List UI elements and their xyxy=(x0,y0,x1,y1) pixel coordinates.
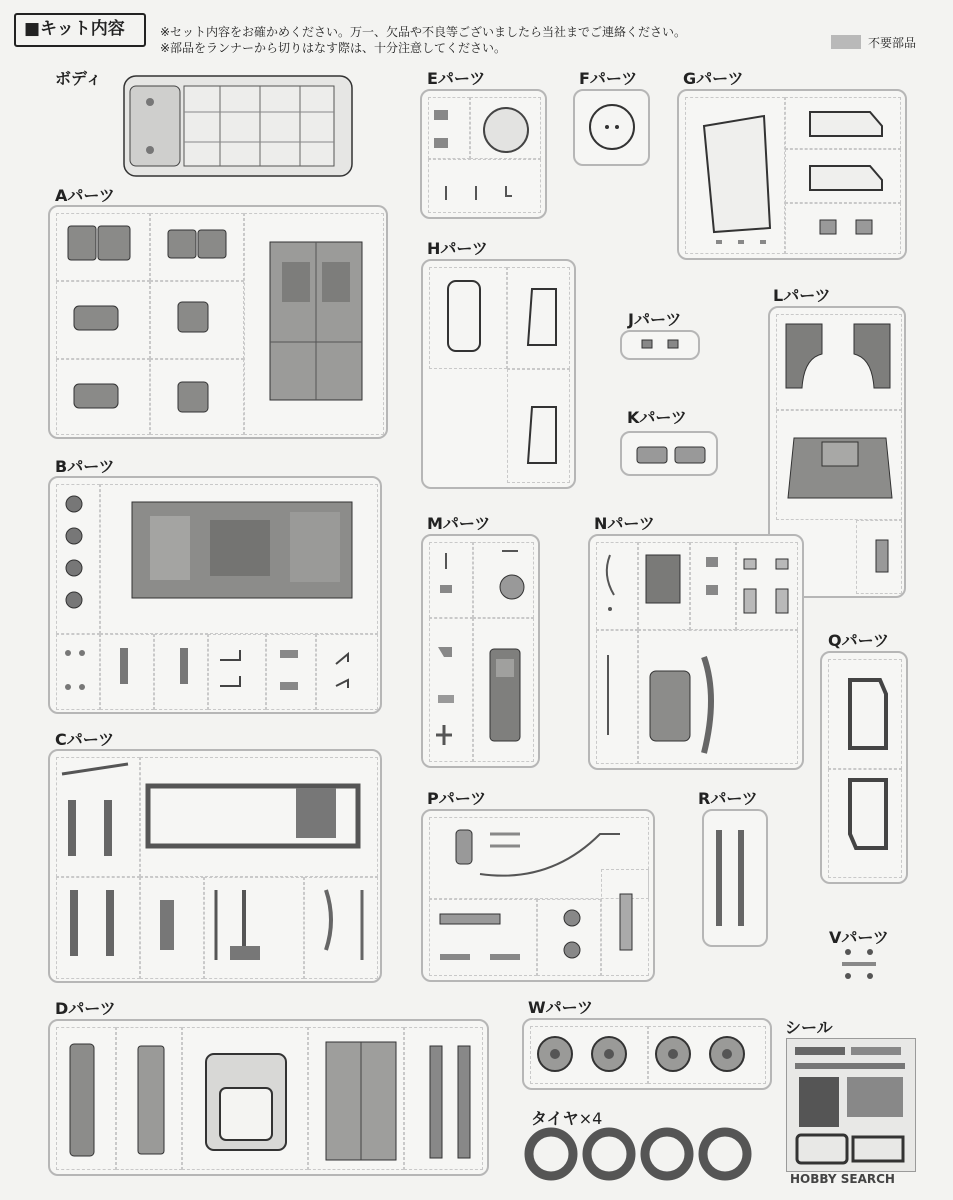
label-seal: シール xyxy=(785,1018,833,1037)
note-careful-cutting: ※部品をランナーから切りはなす際は、十分注意してください。 xyxy=(160,41,507,55)
label-w-parts: Wパーツ xyxy=(528,998,594,1017)
label-q-parts: Qパーツ xyxy=(828,631,889,650)
label-k-parts: Kパーツ xyxy=(627,408,687,427)
tires-drawing xyxy=(525,1128,755,1183)
r-parts-drawing xyxy=(712,826,762,936)
label-l-parts: Lパーツ xyxy=(773,286,831,305)
label-g-parts: Gパーツ xyxy=(683,69,744,88)
e-parts-drawing xyxy=(430,100,540,210)
label-p-parts: Pパーツ xyxy=(427,789,487,808)
p-parts-drawing xyxy=(430,820,650,980)
j-parts-drawing xyxy=(640,338,690,354)
label-a-parts: Aパーツ xyxy=(55,186,115,205)
instruction-notes xyxy=(160,24,686,56)
m-parts-drawing xyxy=(430,545,540,755)
w-wheels-drawing xyxy=(535,1032,765,1078)
kit-contents-title: ■キット内容 xyxy=(14,13,146,47)
a-parts-drawing xyxy=(68,222,368,422)
c-parts-drawing xyxy=(60,760,370,975)
h-parts-drawing xyxy=(440,275,570,475)
label-f-parts: Fパーツ xyxy=(579,69,638,88)
label-r-parts: Rパーツ xyxy=(698,789,758,808)
label-h-parts: Hパーツ xyxy=(427,239,488,258)
label-n-parts: Nパーツ xyxy=(594,514,655,533)
body-shell-drawing xyxy=(120,72,360,182)
label-c-parts: Cパーツ xyxy=(55,730,115,749)
label-tire: タイヤ×4 xyxy=(531,1109,603,1128)
decal-sheet-drawing xyxy=(791,1043,911,1167)
q-parts-drawing xyxy=(840,670,900,870)
unused-part-legend: 不要部品 xyxy=(868,36,917,50)
label-v-parts: Vパーツ xyxy=(829,928,889,947)
label-b-parts: Bパーツ xyxy=(55,457,115,476)
v-parts-drawing xyxy=(838,946,888,986)
label-m-parts: Mパーツ xyxy=(427,514,491,533)
label-body: ボディ xyxy=(55,69,102,88)
label-j-parts: Jパーツ xyxy=(628,310,682,329)
decal-sheet xyxy=(786,1038,916,1172)
k-parts-drawing xyxy=(635,445,715,467)
b-parts-drawing xyxy=(60,490,360,700)
hobby-search-watermark: HOBBY SEARCH xyxy=(790,1172,895,1186)
n-parts-drawing xyxy=(596,545,806,760)
g-parts-drawing xyxy=(690,100,900,250)
label-e-parts: Eパーツ xyxy=(427,69,486,88)
f-spare-cover-drawing xyxy=(588,103,638,153)
note-check-contents: ※セット内容をお確かめください。万一、欠品や不良等ございましたら当社までご連絡ください。 xyxy=(160,25,687,39)
unused-part-swatch xyxy=(831,35,861,49)
d-parts-drawing xyxy=(60,1036,480,1166)
label-d-parts: Dパーツ xyxy=(55,999,116,1018)
